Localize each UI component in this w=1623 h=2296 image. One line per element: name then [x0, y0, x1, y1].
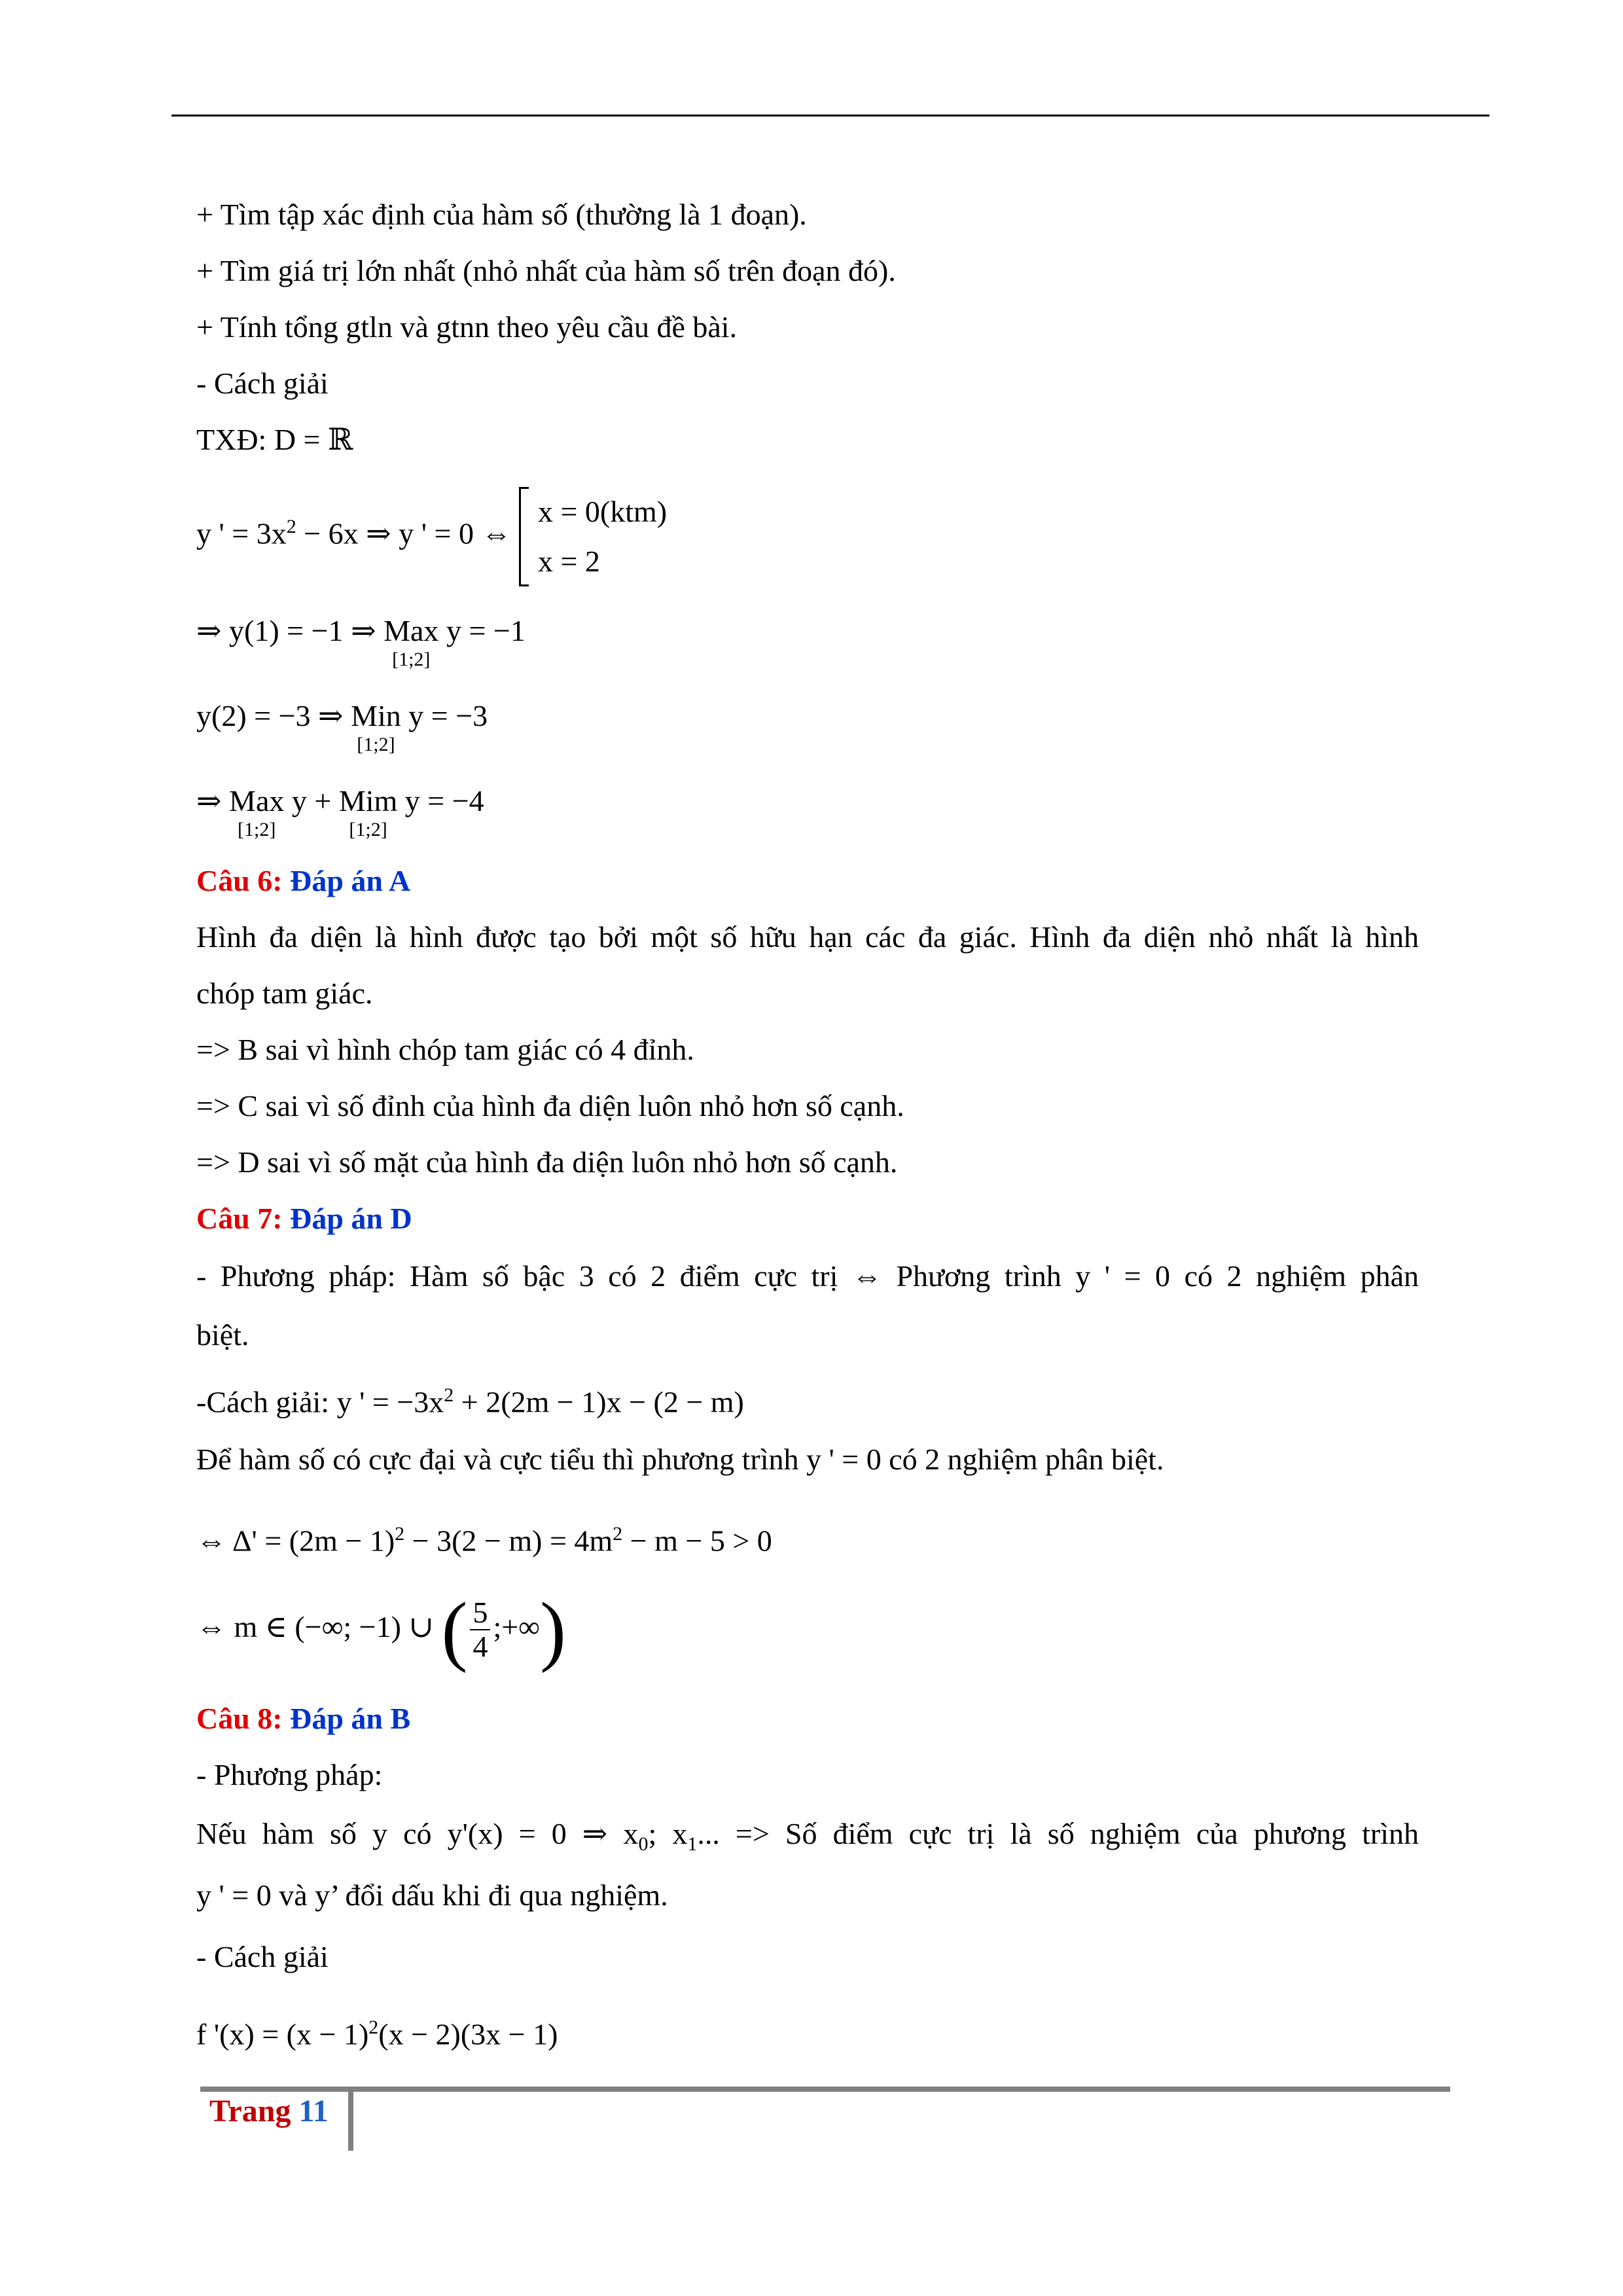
- min-line-right: y = −3: [401, 699, 488, 732]
- fprime-b: (x − 2)(3x − 1): [378, 2017, 558, 2051]
- derivative-line: [196, 487, 667, 586]
- delta-b: − 3(2 − m) = 4m: [404, 1524, 613, 1558]
- frac-num: 5: [470, 1596, 490, 1630]
- footer-divider: [348, 2088, 353, 2151]
- sum-line: [196, 783, 484, 840]
- cau8-if-sub0: 0: [638, 1833, 649, 1856]
- fprime-exp: 2: [368, 2017, 379, 2038]
- max-line-right: y = −1: [438, 614, 526, 647]
- fraction-5-4: [470, 1596, 490, 1663]
- cau7-m-range: [196, 1586, 566, 1674]
- sum-left: ⇒: [196, 784, 230, 817]
- cau7-method-line1: - Phương pháp: Hàm số bậc 3 có 2 điểm cực trị ⇔ Phương trình y ' = 0 có 2 nghiệm phân: [196, 1259, 1419, 1293]
- cau8-method: - Phương pháp:: [196, 1758, 383, 1791]
- max-line: [196, 613, 526, 670]
- sum-mim-interval: [1;2]: [349, 819, 387, 840]
- m-range-suffix: ;+∞: [493, 1610, 540, 1643]
- max-word: Max: [383, 614, 439, 647]
- deriv-lhs: y ' = 3x: [196, 516, 287, 550]
- header-rule: [171, 115, 1489, 117]
- case-1: x = 0(ktm): [537, 495, 668, 528]
- txd-line: TXĐ: D = ℝ: [196, 423, 353, 456]
- cau7-condition: Để hàm số có cực đại và cực tiểu thì phương trình y ' = 0 có 2 nghiệm phân biệt.: [196, 1443, 1164, 1476]
- sum-max-operator: [229, 783, 285, 840]
- delta-exp2: 2: [613, 1523, 623, 1545]
- min-interval: [1;2]: [357, 734, 395, 755]
- cau8-if-line2: y ' = 0 và y’ đổi dấu khi đi qua nghiệm.: [196, 1878, 668, 1912]
- footer-rule: [200, 2087, 1450, 2092]
- cau6-d: => D sai vì số mặt của hình đa diện luôn nhỏ hơn số cạnh.: [196, 1145, 898, 1179]
- sum-max-word: Max: [229, 784, 285, 817]
- cau7-answer: Đáp án D: [290, 1202, 412, 1235]
- cau7-delta: [196, 1516, 772, 1559]
- cau6-paragraph-line1: Hình đa diện là hình được tạo bởi một số hữu hạn các đa giác. Hình đa diện nhỏ nhất là hình: [196, 920, 1419, 954]
- big-right-paren: ): [539, 1586, 566, 1674]
- cau6-answer: Đáp án A: [290, 864, 411, 897]
- min-operator: [351, 698, 401, 755]
- cau8-label: Câu 8:: [196, 1702, 283, 1735]
- intro-line-2: + Tìm giá trị lớn nhất (nhỏ nhất của hàm số trên đoạn đó).: [196, 254, 896, 287]
- cau7-label: Câu 7:: [196, 1202, 283, 1235]
- footer-trang: Trang: [209, 2094, 291, 2128]
- min-word: Min: [351, 699, 401, 732]
- cau8-if-b: ; x: [648, 1817, 688, 1850]
- max-operator: [383, 613, 439, 670]
- intro-line-3: + Tính tổng gtln và gtnn theo yêu cầu đề bài.: [196, 310, 738, 344]
- cau6-paragraph-line2: chóp tam giác.: [196, 977, 373, 1010]
- cau6-b: => B sai vì hình chóp tam giác có 4 đỉnh.: [196, 1033, 694, 1066]
- page-footer: [209, 2092, 329, 2131]
- cau8-if-line: [196, 1816, 1419, 1863]
- deriv-rhs: − 6x ⇒ y ' = 0 ⇔: [296, 516, 512, 550]
- cau7-solution: [196, 1377, 744, 1420]
- delta-exp1: 2: [395, 1523, 405, 1545]
- deriv-exp: 2: [286, 516, 296, 538]
- sum-mim-word: Mim: [338, 784, 398, 817]
- cau8-if-sub1: 1: [687, 1833, 698, 1856]
- cau8-fprime: [196, 2009, 558, 2053]
- big-left-paren: (: [441, 1586, 468, 1674]
- cau6-label: Câu 6:: [196, 864, 283, 897]
- frac-den: 4: [473, 1630, 488, 1664]
- sum-mid: y +: [284, 784, 339, 817]
- delta-a: ⇔ Δ' = (2m − 1): [196, 1524, 395, 1558]
- cach-giai-label: - Cách giải: [196, 367, 329, 400]
- cau7-heading: [196, 1200, 412, 1237]
- intro-line-1: + Tìm tập xác định của hàm số (thường là 1 đoạn).: [196, 198, 807, 231]
- cau7-method-line2: biệt.: [196, 1318, 249, 1352]
- page-number: 11: [298, 2094, 329, 2128]
- min-line-left: y(2) = −3 ⇒: [196, 699, 351, 732]
- cau8-if-a: Nếu hàm số y có y'(x) = 0 ⇒ x: [196, 1817, 639, 1850]
- m-range-prefix: ⇔ m ∈ (−∞; −1) ∪: [196, 1610, 442, 1643]
- cau6-heading: [196, 863, 410, 899]
- max-line-left: ⇒ y(1) = −1 ⇒: [196, 614, 384, 647]
- sum-max-interval: [1;2]: [238, 819, 276, 840]
- case-2: x = 2: [537, 545, 600, 578]
- cau8-cach-giai: - Cách giải: [196, 1940, 329, 1973]
- cau8-if-c: ... => Số điểm cực trị là số nghiệm của phương trình: [697, 1817, 1419, 1850]
- sum-mim-operator: [338, 783, 398, 840]
- delta-c: − m − 5 > 0: [622, 1524, 772, 1558]
- cau8-answer: Đáp án B: [290, 1702, 411, 1735]
- max-interval: [1;2]: [392, 649, 431, 670]
- cau7-solution-prefix: -Cách giải: y ' = −3x: [196, 1385, 444, 1419]
- fprime-a: f '(x) = (x − 1): [196, 2017, 369, 2051]
- sum-right: y = −4: [397, 784, 484, 817]
- cau8-heading: [196, 1700, 410, 1737]
- case-system: [519, 487, 667, 586]
- min-line: [196, 698, 488, 755]
- cau7-solution-exp: 2: [444, 1384, 454, 1406]
- left-bracket: [519, 487, 529, 586]
- cau6-c: => C sai vì số đỉnh của hình đa diện luôn nhỏ hơn số cạnh.: [196, 1089, 904, 1122]
- cau7-solution-suffix: + 2(2m − 1)x − (2 − m): [454, 1385, 744, 1419]
